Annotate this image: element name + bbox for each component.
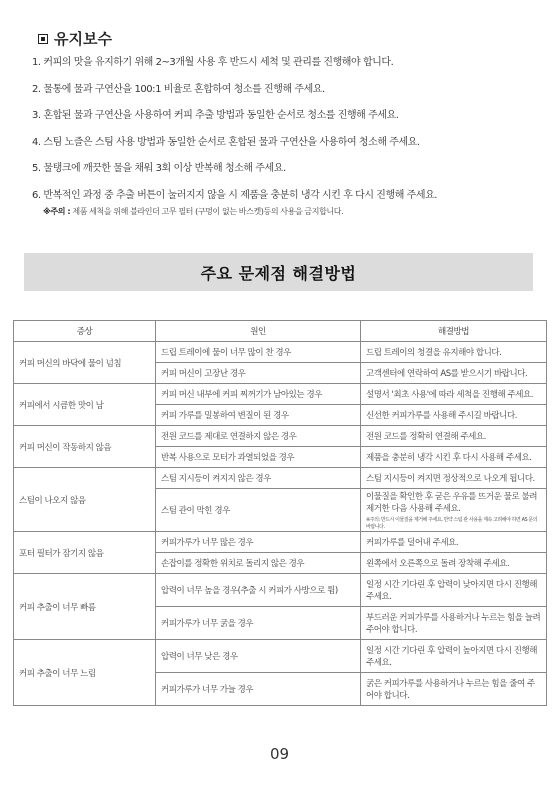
maintenance-step: 3. 혼합된 물과 구연산을 사용하여 커피 추출 방법과 동일한 순서로 청소를 진행해 주세요. — [32, 110, 399, 121]
caution-text: 제품 세척을 위해 블라인더 고무 필터 (구멍이 없는 바스켓)등의 사용을 금지합니다. — [70, 207, 344, 216]
table-row — [14, 426, 547, 447]
solution-cell: 드립 트레이의 청결을 유지해야 합니다. — [361, 342, 547, 363]
cause-cell: 커피 머신이 고장난 경우 — [156, 363, 361, 384]
table-row — [14, 532, 547, 553]
solution-cell: 전원 코드를 정확히 연결해 주세요. — [361, 426, 547, 447]
solution-cell: 설명서 '최초 사용'에 따라 세척을 진행해 주세요. — [361, 384, 547, 405]
solution-cell: 부드러운 커피가루를 사용하거나 누르는 힘을 늘려주어야 합니다. — [361, 607, 547, 640]
cause-cell: 스팀 관이 막힌 경우 — [156, 489, 361, 532]
square-bullet-icon — [38, 34, 48, 44]
table-row — [14, 640, 547, 673]
header-solution: 해결방법 — [361, 321, 547, 342]
cause-cell: 스팀 지시등이 켜지지 않은 경우 — [156, 468, 361, 489]
symptom-cell: 커피 추출이 너무 느림 — [14, 640, 156, 706]
maintenance-step: 2. 물통에 물과 구연산을 100:1 비율로 혼합하여 청소를 진행해 주세요. — [32, 83, 325, 95]
cause-cell: 압력이 너무 낮은 경우 — [156, 640, 361, 673]
cause-cell: 커피가루가 너무 많은 경우 — [156, 532, 361, 553]
symptom-cell: 스팀이 나오지 않음 — [14, 468, 156, 532]
solution-cell: 신선한 커피가루를 사용해 주시길 바랍니다. — [361, 405, 547, 426]
cause-cell: 반복 사용으로 모터가 과열되었을 경우 — [156, 447, 361, 468]
solution-cell: 일정 시간 기다린 후 압력이 낮아지면 다시 진행해 주세요. — [361, 574, 547, 607]
solution-text: 이물질을 확인한 후 굳은 우유를 뜨거운 물로 불려 제거한 다음 사용해 주세요. — [366, 492, 537, 514]
symptom-cell: 커피 추출이 너무 빠름 — [14, 574, 156, 640]
solution-cell: 일정 시간 기다린 후 압력이 높아지면 다시 진행해 주세요. — [361, 640, 547, 673]
cause-cell: 압력이 너무 높을 경우(추출 시 커피가 사방으로 튐) — [156, 574, 361, 607]
page-number: 09 — [269, 745, 290, 763]
table-row — [14, 574, 547, 607]
solution-caution-note: ※주의: 반드시 이물질을 제거해 주세요, 만약 스팀 관 사용을 계속 고려해야 하면 AS 문의 바랍니다. — [366, 517, 538, 530]
symptom-cell: 커피 머신이 작동하지 않음 — [14, 426, 156, 468]
maintenance-step: 5. 물탱크에 깨끗한 물을 채워 3회 이상 반복해 청소해 주세요. — [32, 163, 286, 174]
solution-cell — [361, 489, 547, 532]
table-row — [14, 384, 547, 405]
solution-cell: 제품을 충분히 냉각 시킨 후 다시 사용해 주세요. — [361, 447, 547, 468]
table-header-row — [14, 321, 547, 342]
solution-cell: 왼쪽에서 오른쪽으로 돌려 장착해 주세요. — [361, 553, 547, 574]
cause-cell: 전원 코드를 제대로 연결하지 않은 경우 — [156, 426, 361, 447]
cause-cell: 드립 트레이에 물이 너무 많이 찬 경우 — [156, 342, 361, 363]
cause-cell: 손잡이를 정확한 위치로 돌리지 않은 경우 — [156, 553, 361, 574]
maintenance-title: 유지보수 — [54, 30, 112, 48]
symptom-cell: 포터 필터가 잠기지 않음 — [14, 532, 156, 574]
maintenance-step: 6. 반복적인 과정 중 추출 버튼이 눌러지지 않을 시 제품을 충분히 냉각 시킨 후 다시 진행해 주세요. — [32, 189, 438, 201]
troubleshooting-table — [13, 320, 547, 706]
cause-cell: 커피가루가 너무 굵을 경우 — [156, 607, 361, 640]
symptom-cell: 커피에서 시큼한 맛이 남 — [14, 384, 156, 426]
cause-cell: 커피 머신 내부에 커피 찌꺼기가 남아있는 경우 — [156, 384, 361, 405]
caution-note — [43, 206, 343, 217]
troubleshooting-banner — [24, 253, 533, 291]
caution-label: ※주의 : — [43, 207, 71, 216]
solution-cell: 스팀 지시등이 켜지면 정상적으로 나오게 됩니다. — [361, 468, 547, 489]
table-row — [14, 342, 547, 363]
cause-cell: 커피 가루를 밀봉하여 변질이 된 경우 — [156, 405, 361, 426]
solution-cell: 커피가루를 덜어내 주세요. — [361, 532, 547, 553]
troubleshooting-title: 주요 문제점 해결방법 — [200, 263, 357, 283]
maintenance-step: 4. 스팀 노즐은 스팀 사용 방법과 동일한 순서로 혼합된 물과 구연산을 사용하여 청소해 주세요. — [32, 136, 420, 148]
header-cause: 원인 — [156, 321, 361, 342]
cause-cell: 커피가루가 너무 가늘 경우 — [156, 673, 361, 706]
maintenance-steps — [32, 57, 532, 216]
solution-cell: 고객센터에 연락하여 AS를 받으시기 바랍니다. — [361, 363, 547, 384]
header-symptom: 증상 — [14, 321, 156, 342]
table-row — [14, 468, 547, 489]
symptom-cell: 커피 머신의 바닥에 물이 넘침 — [14, 342, 156, 384]
maintenance-heading — [38, 28, 112, 49]
maintenance-step: 1. 커피의 맛을 유지하기 위해 2~3개월 사용 후 반드시 세척 및 관리를 진행해야 합니다. — [32, 57, 394, 68]
solution-cell: 굵은 커피가루를 사용하거나 누르는 힘을 줄여 주어야 합니다. — [361, 673, 547, 706]
